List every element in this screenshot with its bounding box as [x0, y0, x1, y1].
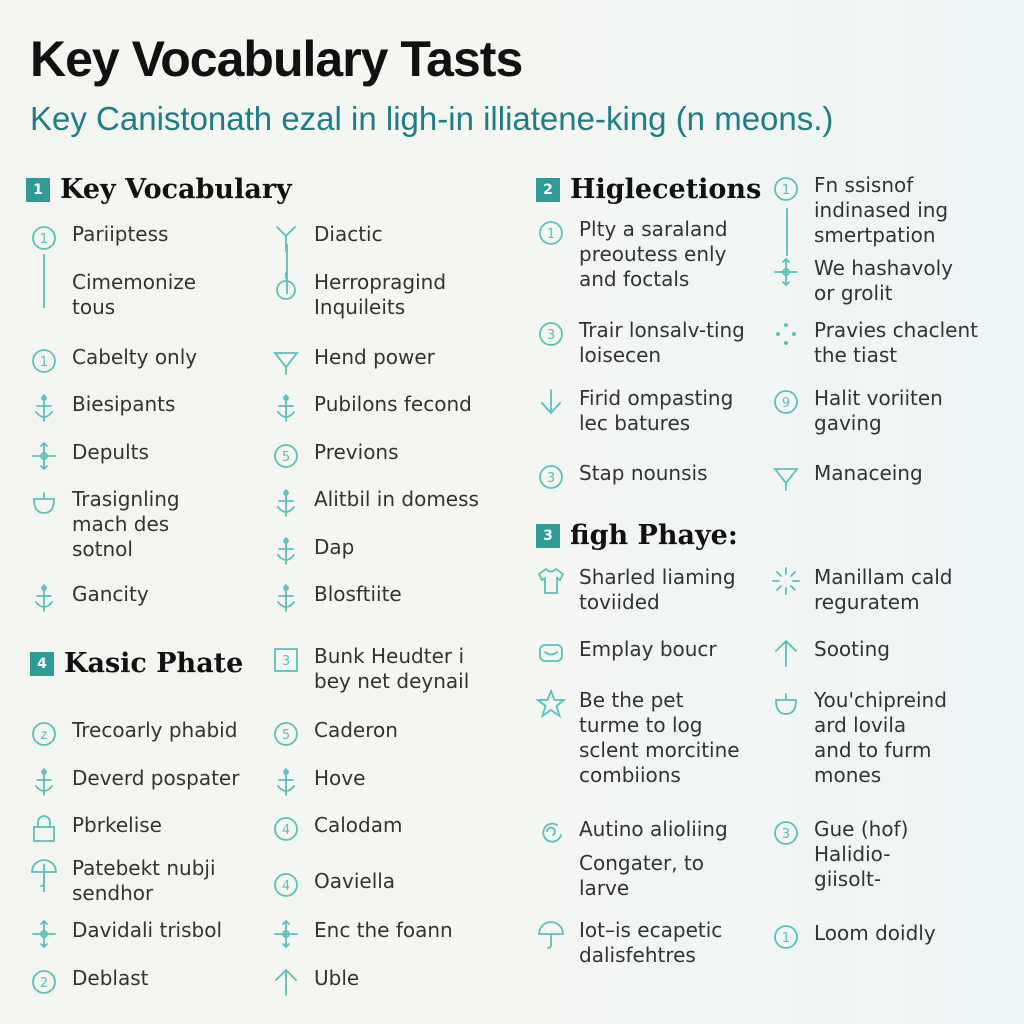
circled-z-icon [28, 718, 60, 750]
vocab-item [535, 461, 779, 493]
section-number-badge: 4 [30, 652, 54, 676]
vocab-label: Pbrkelise [72, 813, 162, 837]
svg-text:4: 4 [281, 823, 291, 838]
circled-9-icon [770, 386, 802, 418]
down-arrow-icon [535, 386, 567, 418]
vocab-item [270, 582, 534, 614]
lock-icon [28, 813, 60, 845]
vocab-label: Diactic [314, 222, 383, 246]
svg-text:5: 5 [281, 450, 291, 465]
svg-text:z: z [40, 728, 48, 743]
svg-text:1: 1 [781, 183, 791, 198]
vocab-item [28, 813, 272, 845]
star-icon [535, 688, 567, 720]
vocab-item [28, 345, 272, 377]
vocab-item [28, 270, 272, 320]
section-number-badge: 2 [536, 178, 560, 202]
vocab-label: Previons [314, 440, 399, 464]
section-heading-4 [30, 648, 243, 679]
vocab-item [270, 222, 534, 254]
vocab-item [770, 318, 1024, 368]
svg-text:3: 3 [546, 471, 556, 486]
vocab-item [535, 637, 779, 669]
vocab-label: Alitbil in domess [314, 487, 479, 511]
shirt-icon [535, 565, 567, 597]
anchor-icon [270, 487, 302, 519]
vocab-label: Stap nounsis [579, 461, 708, 485]
vocab-item [270, 918, 534, 950]
section-heading-2 [536, 174, 761, 205]
cross-arrows-icon [270, 918, 302, 950]
cup-icon [535, 637, 567, 669]
vocab-label: Halit voriiten gaving [814, 386, 943, 435]
vocab-label: Caderon [314, 718, 398, 742]
vocab-item [770, 386, 1024, 436]
circled-1-icon [28, 345, 60, 377]
vocab-label: Davidali trisbol [72, 918, 222, 942]
vocab-item [270, 813, 534, 845]
vocab-item [770, 921, 1024, 953]
vocab-item [535, 817, 779, 849]
vocab-label: Biesipants [72, 392, 176, 416]
circled-4-icon [270, 813, 302, 845]
vocab-item [770, 637, 1024, 669]
svg-text:4: 4 [281, 879, 291, 894]
vocab-label: Manillam cald reguratem [814, 565, 953, 614]
vocab-label: Bunk Heudter i bey net deynail [314, 644, 470, 693]
vocab-label: Herropragind Inquileits [314, 270, 447, 319]
cross-arrows-icon [28, 440, 60, 472]
vocab-item [270, 270, 534, 320]
bowl-icon [28, 487, 60, 519]
vocab-label: Loom doidly [814, 921, 936, 945]
circled-1-icon [535, 217, 567, 249]
vocab-label: Patebekt nubji sendhor [72, 856, 216, 905]
vocab-item [28, 918, 272, 950]
circled-3-icon [770, 817, 802, 849]
icon-spacer [28, 270, 60, 302]
vocab-label: Sooting [814, 637, 890, 661]
vocab-label: Emplay boucr [579, 637, 717, 661]
section-number-badge: 3 [536, 524, 560, 548]
vocab-label: Calodam [314, 813, 403, 837]
vocab-label: Uble [314, 966, 360, 990]
anchor-icon [270, 582, 302, 614]
vocab-item [28, 966, 272, 998]
swirl-icon [535, 817, 567, 849]
vocab-item [535, 918, 779, 968]
vocab-item [28, 392, 272, 424]
vocab-label: Gue (hof) Halidio- giisolt- [814, 817, 909, 891]
svg-text:9: 9 [781, 396, 791, 411]
svg-text:2: 2 [39, 976, 49, 991]
arrow-up-icon [270, 966, 302, 998]
page-title: Key Vocabulary Tasts [30, 31, 523, 87]
svg-text:3: 3 [781, 827, 791, 842]
cross-arrows-icon [770, 256, 802, 288]
vocab-label: Autino alioliing [579, 817, 728, 841]
section-heading-1 [26, 174, 292, 205]
vocab-label: Gancity [72, 582, 149, 606]
bowl-icon [770, 688, 802, 720]
circle-open-icon [270, 270, 302, 302]
anchor-icon [28, 582, 60, 614]
vocab-label: Blosftiite [314, 582, 402, 606]
vocab-item [270, 966, 534, 998]
vocab-label: Congater, to larve [579, 851, 704, 900]
vocab-item [28, 582, 272, 614]
svg-text:1: 1 [781, 931, 791, 946]
circled-5-icon [270, 440, 302, 472]
vocab-label: Plty a saraland preoutess enly and foctals [579, 217, 728, 291]
vocab-item [270, 718, 534, 750]
vocab-item [770, 817, 1024, 892]
boxed-3-icon [270, 644, 302, 676]
vocab-label: Pariiptess [72, 222, 169, 246]
svg-text:5: 5 [281, 728, 291, 743]
circled-2-icon [28, 966, 60, 998]
circled-3-icon [535, 318, 567, 350]
anchor-icon [28, 766, 60, 798]
vocab-item [28, 440, 272, 472]
vocab-label: Hend power [314, 345, 435, 369]
anchor-icon [28, 392, 60, 424]
vocab-item [270, 535, 534, 567]
vocab-label: Pubilons fecond [314, 392, 472, 416]
section-number-badge: 1 [26, 178, 50, 202]
umbrella-icon [535, 918, 567, 950]
vocab-label: Pravies chaclent the tiast [814, 318, 978, 367]
circled-1-icon [770, 173, 802, 205]
burst-icon [770, 565, 802, 597]
funnel-icon [770, 461, 802, 493]
icon-spacer [535, 851, 567, 883]
section-title: Key Vocabulary [60, 174, 292, 205]
anchor-icon [270, 766, 302, 798]
vocab-label: Firid ompasting lec batures [579, 386, 734, 435]
vocab-item [28, 856, 272, 906]
vocab-label: Enc the foann [314, 918, 453, 942]
y-arrow-icon [270, 222, 302, 254]
vocab-item [270, 644, 534, 694]
vocab-item [28, 766, 272, 798]
anchor-icon [270, 535, 302, 567]
vocab-item [770, 688, 1024, 788]
svg-text:3: 3 [546, 328, 556, 343]
vocab-item [270, 392, 534, 424]
section-title: Higlecetions [570, 174, 762, 205]
circled-4-icon [270, 869, 302, 901]
anchor-icon [270, 392, 302, 424]
svg-text:1: 1 [39, 232, 49, 247]
vocab-label: Deverd pospater [72, 766, 240, 790]
vocab-label: Deblast [72, 966, 149, 990]
vocab-label: Trair lonsalv-ting loisecen [579, 318, 745, 367]
vocab-label: Dap [314, 535, 355, 559]
dots-icon [770, 318, 802, 350]
vocab-item [270, 440, 534, 472]
svg-text:1: 1 [546, 227, 556, 242]
vocab-item [28, 487, 272, 562]
umbrella-icon [28, 856, 60, 888]
vocab-label: Trasignling mach des sotnol [72, 487, 180, 561]
vocab-item [770, 256, 1024, 306]
vocab-item [535, 217, 779, 292]
vocab-item [770, 173, 1024, 248]
vocab-item [535, 688, 779, 788]
vocab-item [535, 386, 779, 436]
vocab-item [270, 869, 534, 901]
svg-text:3: 3 [281, 654, 291, 669]
vocab-label: We hashavoly or grolit [814, 256, 954, 305]
vocab-label: Cabelty only [72, 345, 198, 369]
vocab-item [28, 718, 272, 750]
section-title: Kasic Phate [64, 648, 244, 679]
vocab-label: Depults [72, 440, 149, 464]
vocab-item [270, 487, 534, 519]
vocab-item [535, 851, 779, 901]
vocab-item [270, 766, 534, 798]
svg-text:1: 1 [39, 355, 49, 370]
vocab-label: Hove [314, 766, 366, 790]
circled-1-icon [770, 921, 802, 953]
circled-1-icon [28, 222, 60, 254]
vocab-label: Trecoarly phabid [72, 718, 238, 742]
vocab-item [28, 222, 272, 254]
vocab-item [270, 345, 534, 377]
circled-3-icon [535, 461, 567, 493]
arrow-up-icon [770, 637, 802, 669]
vocab-label: Sharled liaming toviided [579, 565, 736, 614]
cross-arrows-icon [28, 918, 60, 950]
vocab-label: Oaviella [314, 869, 396, 893]
vocab-item [770, 461, 1024, 493]
vocab-label: Iot–is ecapetic dalisfehtres [579, 918, 723, 967]
vocab-item [535, 565, 779, 615]
vocab-item [535, 318, 779, 368]
vocab-label: Cimemonize tous [72, 270, 197, 319]
vocab-label: Manaceing [814, 461, 923, 485]
vocab-label: Be the pet turme to log sclent morcitine combiions [579, 688, 740, 787]
funnel-icon [270, 345, 302, 377]
page-subtitle: Key Canistonath ezal in ligh-in illiatene-king (n meons.) [30, 100, 834, 137]
vocab-label: Fn ssisnof indinased ing smertpation [814, 173, 949, 247]
vocab-item [770, 565, 1024, 615]
circled-5-icon [270, 718, 302, 750]
section-heading-3 [536, 520, 738, 551]
vocab-label: You'chipreind ard lovila and to furm mones [814, 688, 947, 787]
section-title: figh Phaye: [570, 520, 738, 551]
